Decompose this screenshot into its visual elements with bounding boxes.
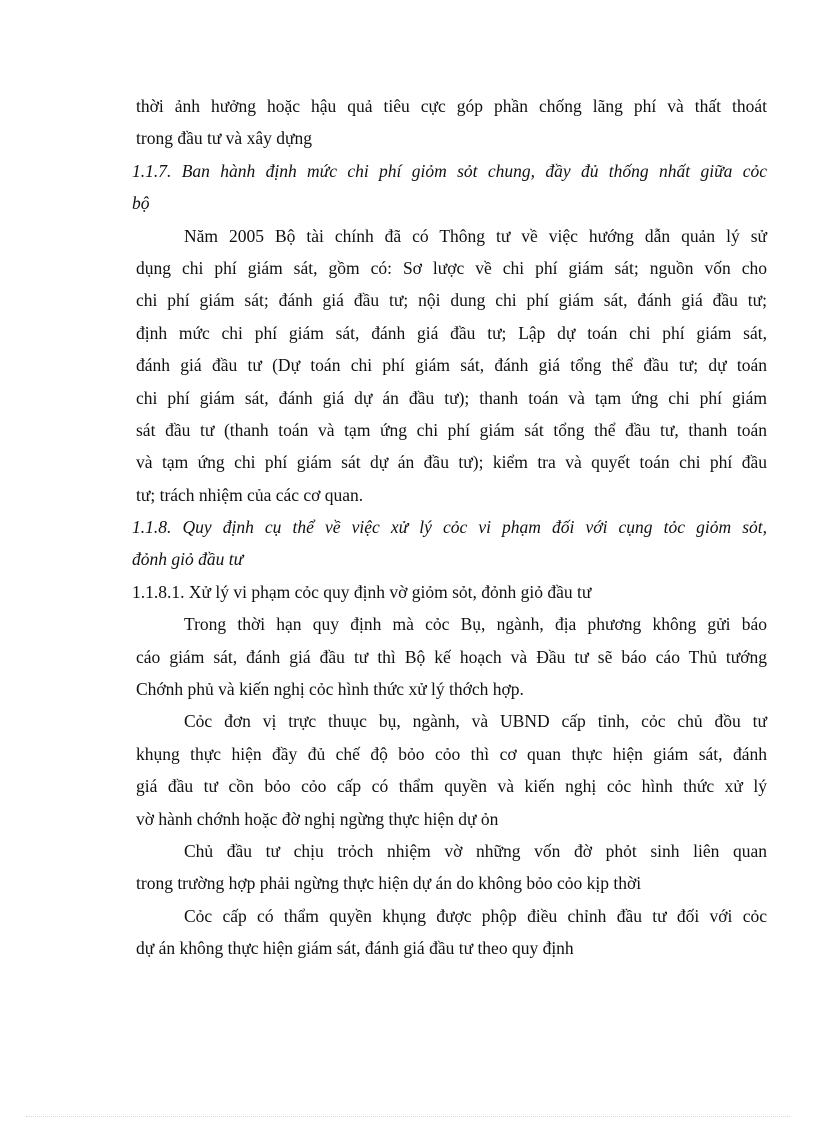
paragraph-line: Trong thời hạn quy định mà cỏc Bụ, ngành, địa phương không gửi báo — [184, 614, 767, 635]
page-bottom-divider — [26, 1116, 790, 1117]
section-heading-1-1-8: 1.1.8. Quy định cụ thể về việc xử lý cỏc vi phạm đối với cụng tỏc giỏm sỏt, — [132, 517, 767, 538]
paragraph-line: Năm 2005 Bộ tài chính đã có Thông tư về việc hướng dẫn quản lý sử — [184, 225, 767, 246]
document-body — [132, 90, 767, 965]
paragraph-line: đánh giá đầu tư (Dự toán chi phí giám sát, đánh giá tổng thể đầu tư; dự toán — [136, 355, 767, 376]
paragraph-line: chi phí giám sát, đánh giá dự án đầu tư); thanh toán và tạm ứng chi phí giám — [136, 387, 767, 408]
paragraph-line: trong trường hợp phải ngừng thực hiện dự án do không bỏo cỏo kịp thời — [136, 873, 642, 894]
paragraph-line: thời ảnh hưởng hoặc hậu quả tiêu cực góp phần chống lãng phí và thất thoát — [136, 96, 767, 116]
paragraph-line: sát đầu tư (thanh toán và tạm ứng chi phí giám sát tổng thể đầu tư, thanh toán — [136, 419, 767, 440]
paragraph-line: dự án không thực hiện giám sát, đánh giá đầu tư theo quy định — [136, 938, 574, 959]
paragraph-line: tư; trách nhiệm của các cơ quan. — [136, 484, 364, 505]
paragraph-line: chi phí giám sát; đánh giá đầu tư; nội dung chi phí giám sát, đánh giá đầu tư; — [136, 290, 767, 311]
paragraph-line: trong đầu tư và xây dựng — [136, 128, 312, 149]
paragraph-line: dụng chi phí giám sát, gồm có: Sơ lược về chi phí giám sát; nguồn vốn cho — [136, 257, 767, 278]
paragraph-line: Chủ đầu tư chịu trỏch nhiệm vờ những vốn đờ phỏt sinh liên quan — [184, 840, 767, 861]
paragraph-line: định mức chi phí giám sát, đánh giá đầu tư; Lập dự toán chi phí giám sát, — [136, 322, 767, 343]
subsection-heading-1-1-8-1: 1.1.8.1. Xử lý vi phạm cỏc quy định vờ giỏm sỏt, đỏnh giỏ đầu tư — [132, 581, 592, 602]
section-heading-1-1-7: 1.1.7. Ban hành định mức chi phí giỏm sỏt chung, đầy đủ thống nhất giữa cỏc — [132, 160, 767, 181]
paragraph-line: Cỏc cấp có thẩm quyền khụng được phộp điều chỉnh đầu tư đối với cỏc — [184, 905, 767, 926]
paragraph-line: khụng thực hiện đầy đủ chế độ bỏo cỏo thì cơ quan thực hiện giám sát, đánh — [136, 743, 767, 764]
paragraph-line: và tạm ứng chi phí giám sát dự án đầu tư); kiểm tra và quyết toán chi phí đầu — [136, 452, 767, 473]
paragraph-line: vờ hành chớnh hoặc đờ nghị ngừng thực hiện dự ỏn — [136, 808, 499, 829]
paragraph-line: cáo giám sát, đánh giá đầu tư thì Bộ kế hoạch và Đầu tư sẽ báo cáo Thủ tướng — [136, 646, 767, 667]
section-heading-1-1-8-cont: đỏnh giỏ đầu tư — [132, 549, 244, 570]
paragraph-line: giá đầu tư cồn bỏo cỏo cấp có thẩm quyền và kiến nghị cỏc hình thức xử lý — [136, 776, 767, 797]
section-heading-1-1-7-cont: bộ — [132, 193, 150, 214]
paragraph-line: Chớnh phủ và kiến nghị cỏc hình thức xử lý thớch hợp. — [136, 679, 524, 700]
paragraph-line: Cỏc đơn vị trực thuục bụ, ngành, và UBND cấp tỉnh, cỏc chủ đồu tư — [184, 711, 767, 732]
